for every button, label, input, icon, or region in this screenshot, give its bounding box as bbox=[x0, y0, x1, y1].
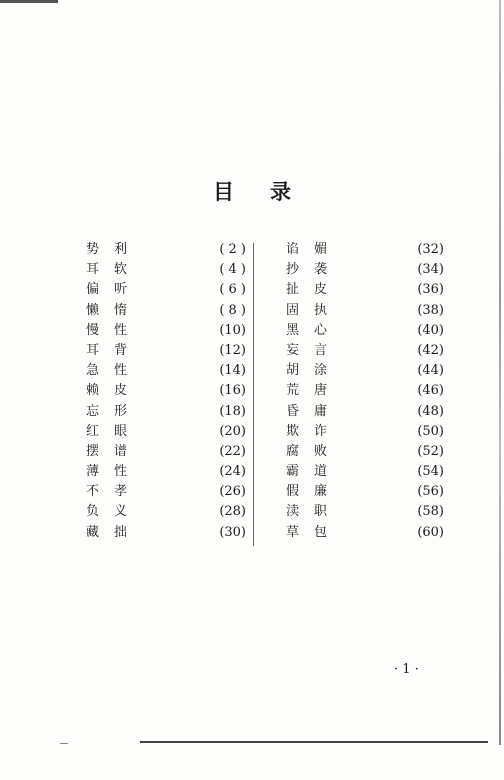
toc-entry-char-1: 不 bbox=[86, 484, 100, 500]
toc-entry-char-1: 渎 bbox=[286, 504, 300, 520]
toc-entry-page: (24) bbox=[219, 464, 246, 480]
toc-entry-char-1: 谄 bbox=[286, 242, 300, 257]
toc-entry-char-1: 黑 bbox=[286, 322, 300, 338]
toc-entry-page: (52) bbox=[417, 443, 444, 459]
toc-entry-page: (42) bbox=[417, 342, 444, 358]
toc-entry-char-2: 唐 bbox=[314, 383, 328, 399]
toc-entry-char-1: 妄 bbox=[286, 342, 300, 358]
toc-entry[interactable] bbox=[286, 280, 444, 300]
toc-entry-char-1: 薄 bbox=[86, 464, 100, 480]
scan-edge-top bbox=[0, 0, 58, 3]
toc-entry-page: (60) bbox=[417, 524, 444, 540]
toc-entry-page: (36) bbox=[417, 282, 444, 298]
toc-entry-page: (54) bbox=[417, 464, 444, 480]
toc-entry-page: (58) bbox=[417, 504, 444, 520]
toc-entry[interactable] bbox=[86, 402, 246, 422]
toc-entry-char-1: 荒 bbox=[286, 383, 300, 399]
toc-entry-char-1: 固 bbox=[286, 302, 300, 318]
toc-column-right bbox=[286, 240, 444, 543]
toc-entry-page: (12) bbox=[219, 342, 246, 358]
toc-entry[interactable] bbox=[286, 341, 444, 361]
toc-entry-char-2: 庸 bbox=[314, 403, 328, 419]
toc-entry[interactable] bbox=[286, 240, 444, 260]
toc-entry-char-1: 昏 bbox=[286, 403, 300, 419]
toc-entry-char-2: 谱 bbox=[114, 443, 128, 459]
toc-entry-char-2: 诈 bbox=[314, 423, 328, 439]
toc-entry-page: (40) bbox=[417, 322, 444, 338]
toc-entry-page: (34) bbox=[417, 262, 444, 278]
toc-entry[interactable] bbox=[86, 381, 246, 401]
toc-entry-char-1: 红 bbox=[86, 423, 100, 439]
toc-entry-char-2: 性 bbox=[114, 322, 128, 338]
toc-entry[interactable] bbox=[86, 240, 246, 260]
toc-entry-char-2: 道 bbox=[314, 464, 328, 480]
page-title bbox=[0, 176, 504, 206]
toc-entry-page: ( 2 ) bbox=[219, 242, 246, 257]
toc-entry-char-2: 孝 bbox=[114, 484, 128, 500]
toc-entry-char-1: 懒 bbox=[86, 302, 100, 318]
column-divider bbox=[253, 243, 254, 546]
toc-entry-page: (56) bbox=[417, 484, 444, 500]
toc-entry[interactable] bbox=[286, 402, 444, 422]
toc-entry-char-1: 势 bbox=[86, 242, 100, 257]
toc-entry-page: (50) bbox=[417, 423, 444, 439]
toc-entry[interactable] bbox=[286, 462, 444, 482]
toc-entry[interactable] bbox=[286, 422, 444, 442]
toc-entry-char-2: 袭 bbox=[314, 262, 328, 278]
toc-entry[interactable] bbox=[286, 502, 444, 522]
toc-entry-char-1: 欺 bbox=[286, 423, 300, 439]
toc-entry-page: (22) bbox=[219, 443, 246, 459]
toc-entry-char-2: 义 bbox=[114, 504, 128, 520]
toc-column-left bbox=[86, 240, 246, 543]
toc-entry-char-2: 背 bbox=[114, 342, 128, 358]
toc-entry-page: ( 4 ) bbox=[219, 262, 246, 278]
toc-entry-char-2: 眼 bbox=[114, 423, 128, 439]
toc-entry-char-2: 拙 bbox=[114, 524, 128, 540]
toc-entry-char-2: 软 bbox=[114, 262, 128, 278]
page-number: · 1 · bbox=[394, 662, 419, 677]
toc-entry-page: (26) bbox=[219, 484, 246, 500]
toc-entry-char-2: 皮 bbox=[114, 383, 128, 399]
toc-entry-char-1: 藏 bbox=[86, 524, 100, 540]
toc-entry-page: (10) bbox=[219, 322, 246, 338]
toc-entry-char-1: 耳 bbox=[86, 262, 100, 278]
toc-entry-char-2: 言 bbox=[314, 342, 328, 358]
toc-entry-char-1: 慢 bbox=[86, 322, 100, 338]
toc-entry-char-2: 形 bbox=[114, 403, 128, 419]
toc-entry-char-1: 负 bbox=[86, 504, 100, 520]
toc-entry-char-2: 媚 bbox=[314, 242, 328, 257]
toc-entry-char-1: 摆 bbox=[86, 443, 100, 459]
toc-entry-char-1: 腐 bbox=[286, 443, 300, 459]
toc-entry[interactable] bbox=[86, 280, 246, 300]
toc-entry[interactable] bbox=[86, 502, 246, 522]
toc-entry[interactable] bbox=[86, 523, 246, 543]
toc-entry-page: ( 8 ) bbox=[219, 302, 246, 318]
toc-entry-char-1: 扯 bbox=[286, 282, 300, 298]
toc-entry[interactable] bbox=[86, 341, 246, 361]
toc-entry[interactable] bbox=[286, 442, 444, 462]
toc-entry-char-1: 偏 bbox=[86, 282, 100, 298]
toc-entry-char-2: 涂 bbox=[314, 363, 328, 379]
toc-entry-char-1: 耳 bbox=[86, 342, 100, 358]
toc-entry-page: (20) bbox=[219, 423, 246, 439]
toc-entry-char-1: 假 bbox=[286, 484, 300, 500]
toc-entry-char-2: 性 bbox=[114, 464, 128, 480]
scan-edge-bottom bbox=[140, 741, 488, 743]
toc-entry-char-2: 听 bbox=[114, 282, 128, 298]
toc-entry-page: (44) bbox=[417, 363, 444, 379]
toc-entry-char-1: 急 bbox=[86, 363, 100, 379]
toc-entry-page: (38) bbox=[417, 302, 444, 318]
toc-entry[interactable] bbox=[86, 422, 246, 442]
toc-entry-page: (30) bbox=[219, 524, 246, 540]
toc-entry-char-1: 草 bbox=[286, 524, 300, 540]
toc-entry[interactable] bbox=[86, 361, 246, 381]
toc-entry-char-2: 利 bbox=[114, 242, 128, 257]
toc-entry-page: (14) bbox=[219, 363, 246, 379]
toc-entry-page: (18) bbox=[219, 403, 246, 419]
toc-entry-char-1: 霸 bbox=[286, 464, 300, 480]
toc-entry-char-1: 赖 bbox=[86, 383, 100, 399]
toc-entry-char-1: 抄 bbox=[286, 262, 300, 278]
toc-entry-page: ( 6 ) bbox=[219, 282, 246, 298]
scan-edge-bottom-left bbox=[60, 743, 68, 744]
toc-entry-char-2: 执 bbox=[314, 302, 328, 318]
toc-entry-char-2: 廉 bbox=[314, 484, 328, 500]
toc-entry-page: (32) bbox=[417, 242, 444, 257]
toc-entry[interactable] bbox=[286, 523, 444, 543]
toc-entry[interactable] bbox=[86, 482, 246, 502]
toc-entry-page: (46) bbox=[417, 383, 444, 399]
toc-entry[interactable] bbox=[286, 361, 444, 381]
toc-entry-char-2: 包 bbox=[314, 524, 328, 540]
title-char-1: 目 bbox=[213, 179, 234, 204]
toc-entry-char-1: 胡 bbox=[286, 363, 300, 379]
toc-entry-char-2: 皮 bbox=[314, 282, 328, 298]
toc-entry[interactable] bbox=[86, 301, 246, 321]
toc-entry[interactable] bbox=[286, 301, 444, 321]
toc-entry-char-2: 性 bbox=[114, 363, 128, 379]
toc-entry-page: (16) bbox=[219, 383, 246, 399]
toc-entry[interactable] bbox=[86, 442, 246, 462]
toc-entry-char-2: 败 bbox=[314, 443, 328, 459]
toc-entry[interactable] bbox=[86, 321, 246, 341]
toc-entry-char-2: 惰 bbox=[114, 302, 128, 318]
toc-entry-char-2: 职 bbox=[314, 504, 328, 520]
toc-entry-page: (48) bbox=[417, 403, 444, 419]
toc-entry[interactable] bbox=[286, 321, 444, 341]
toc-entry[interactable] bbox=[86, 462, 246, 482]
scan-edge-right bbox=[499, 0, 501, 745]
toc-entry[interactable] bbox=[86, 260, 246, 280]
toc-entry[interactable] bbox=[286, 260, 444, 280]
toc-entry-char-2: 心 bbox=[314, 322, 328, 338]
toc-entry[interactable] bbox=[286, 482, 444, 502]
toc-entry-page: (28) bbox=[219, 504, 246, 520]
title-char-2: 录 bbox=[270, 179, 291, 204]
toc-entry-char-1: 忘 bbox=[86, 403, 100, 419]
toc-entry[interactable] bbox=[286, 381, 444, 401]
